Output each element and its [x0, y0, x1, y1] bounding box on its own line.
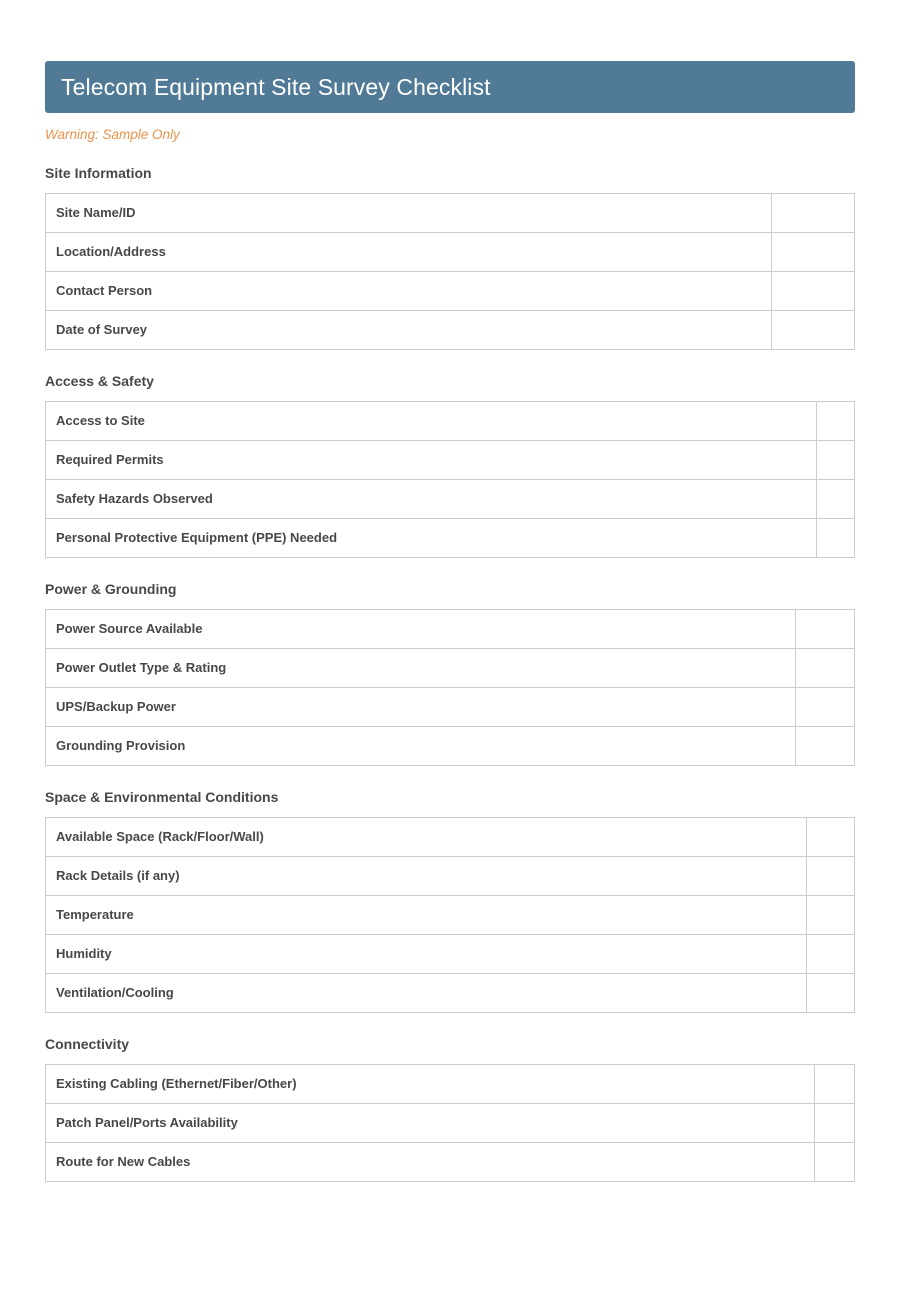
table-row [46, 440, 855, 479]
table-row [46, 687, 855, 726]
checklist-item-label: Patch Panel/Ports Availability [46, 1103, 815, 1142]
table-row [46, 934, 855, 973]
checklist-table [45, 193, 855, 350]
checklist-item-label: Ventilation/Cooling [46, 973, 807, 1012]
table-row [46, 193, 855, 232]
checklist-item-value-field[interactable] [807, 817, 855, 856]
checklist-section-space [45, 790, 855, 1013]
checklist-item-value-field[interactable] [807, 895, 855, 934]
checklist-item-label: Available Space (Rack/Floor/Wall) [46, 817, 807, 856]
checklist-item-value-field[interactable] [772, 193, 855, 232]
table-row [46, 518, 855, 557]
table-row [46, 856, 855, 895]
checklist-item-label: Humidity [46, 934, 807, 973]
section-heading: Power & Grounding [45, 580, 177, 597]
checklist-item-value-field[interactable] [815, 1142, 855, 1181]
checklist-item-label: Safety Hazards Observed [46, 479, 817, 518]
checklist-table [45, 609, 855, 766]
checklist-section-power [45, 582, 855, 766]
checklist-table [45, 401, 855, 558]
checklist-item-label: UPS/Backup Power [46, 687, 796, 726]
checklist-item-label: Grounding Provision [46, 726, 796, 765]
checklist-item-label: Contact Person [46, 271, 772, 310]
document-title-banner [45, 61, 855, 113]
checklist-table [45, 1064, 855, 1182]
table-row [46, 479, 855, 518]
checklist-item-value-field[interactable] [772, 310, 855, 349]
section-heading: Site Information [45, 164, 152, 181]
section-heading: Access & Safety [45, 372, 154, 389]
checklist-item-value-field[interactable] [817, 440, 855, 479]
checklist-section-site [45, 166, 855, 350]
checklist-section-access [45, 374, 855, 558]
checklist-item-value-field[interactable] [796, 648, 855, 687]
table-row [46, 310, 855, 349]
checklist-section-connectivity [45, 1037, 855, 1182]
table-row [46, 1064, 855, 1103]
checklist-sections [45, 166, 855, 1182]
table-row [46, 973, 855, 1012]
checklist-item-value-field[interactable] [817, 518, 855, 557]
checklist-item-value-field[interactable] [815, 1103, 855, 1142]
checklist-item-value-field[interactable] [807, 973, 855, 1012]
checklist-item-label: Power Outlet Type & Rating [46, 648, 796, 687]
table-row [46, 726, 855, 765]
section-heading: Connectivity [45, 1035, 130, 1052]
table-row [46, 609, 855, 648]
checklist-item-value-field[interactable] [796, 726, 855, 765]
checklist-item-label: Date of Survey [46, 310, 772, 349]
section-heading: Space & Environmental Conditions [45, 788, 279, 805]
checklist-item-label: Temperature [46, 895, 807, 934]
checklist-table [45, 817, 855, 1013]
table-row [46, 895, 855, 934]
table-row [46, 1142, 855, 1181]
checklist-item-value-field[interactable] [796, 609, 855, 648]
checklist-item-label: Power Source Available [46, 609, 796, 648]
checklist-item-label: Required Permits [46, 440, 817, 479]
table-row [46, 1103, 855, 1142]
checklist-item-label: Location/Address [46, 232, 772, 271]
checklist-item-value-field[interactable] [772, 271, 855, 310]
table-row [46, 271, 855, 310]
checklist-item-value-field[interactable] [817, 479, 855, 518]
checklist-item-label: Rack Details (if any) [46, 856, 807, 895]
checklist-item-label: Route for New Cables [46, 1142, 815, 1181]
sample-warning-note: Warning: Sample Only [45, 127, 180, 142]
table-row [46, 817, 855, 856]
checklist-item-label: Site Name/ID [46, 193, 772, 232]
checklist-item-value-field[interactable] [817, 401, 855, 440]
checklist-item-value-field[interactable] [796, 687, 855, 726]
checklist-item-label: Personal Protective Equipment (PPE) Needed [46, 518, 817, 557]
checklist-item-label: Access to Site [46, 401, 817, 440]
table-row [46, 648, 855, 687]
checklist-item-label: Existing Cabling (Ethernet/Fiber/Other) [46, 1064, 815, 1103]
table-row [46, 401, 855, 440]
checklist-item-value-field[interactable] [772, 232, 855, 271]
checklist-item-value-field[interactable] [815, 1064, 855, 1103]
page-title: Telecom Equipment Site Survey Checklist [61, 73, 491, 100]
checklist-item-value-field[interactable] [807, 856, 855, 895]
table-row [46, 232, 855, 271]
checklist-item-value-field[interactable] [807, 934, 855, 973]
